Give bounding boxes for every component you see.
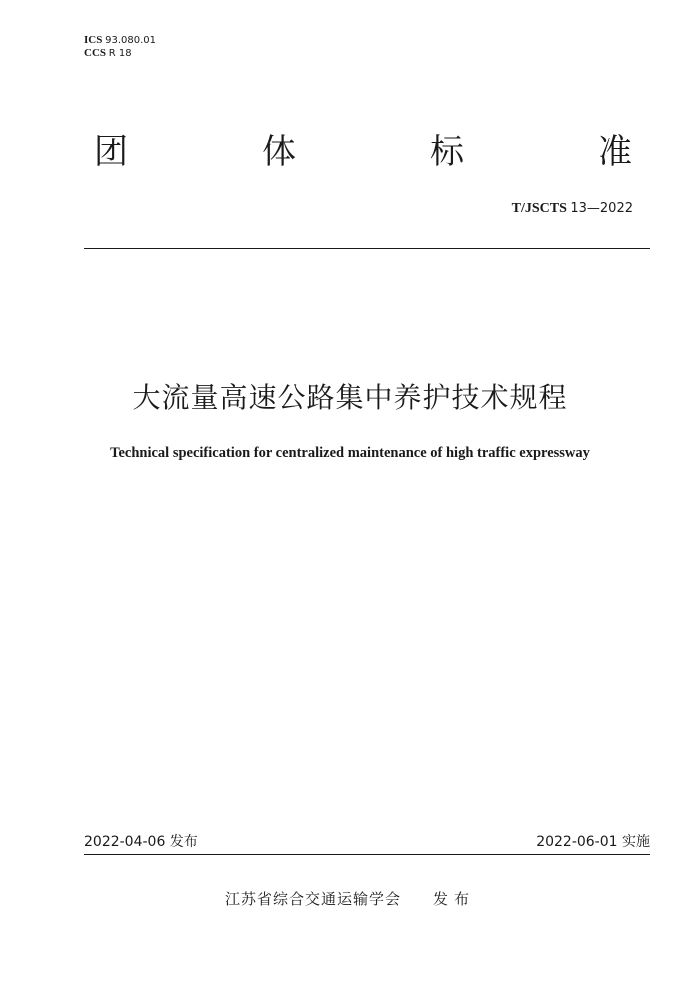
standard-type-char-3: 标 <box>430 132 464 172</box>
issue-date: 2022-04-06 发布 <box>84 834 198 850</box>
title-chinese: 大流量高速公路集中养护技术规程 <box>132 381 568 414</box>
ics-code <box>84 34 156 47</box>
ccs-code <box>84 47 156 60</box>
ccs-label: CCS <box>84 47 107 59</box>
title-english: Technical specification for centralized maintenance of high traffic expressway <box>110 445 590 461</box>
implementation-date: 2022-06-01 实施 <box>536 834 650 850</box>
ccs-value: R 18 <box>108 48 132 59</box>
publisher-org: 江苏省综合交通运输学会 <box>224 890 401 908</box>
classification-codes <box>84 34 156 60</box>
standard-type-char-1: 团 <box>94 132 128 172</box>
publisher-action: 发布 <box>433 890 476 908</box>
standard-number <box>512 200 633 218</box>
publisher-line <box>0 889 700 909</box>
ics-label: ICS <box>84 34 103 46</box>
top-divider <box>84 248 650 249</box>
standard-type-char-2: 体 <box>262 132 296 172</box>
bottom-divider <box>84 854 650 855</box>
standard-number-prefix: T/JSCTS <box>511 201 567 216</box>
standard-type-char-4: 准 <box>598 132 632 172</box>
standard-number-value: 13—2022 <box>570 201 633 216</box>
ics-value: 93.080.01 <box>105 35 156 46</box>
